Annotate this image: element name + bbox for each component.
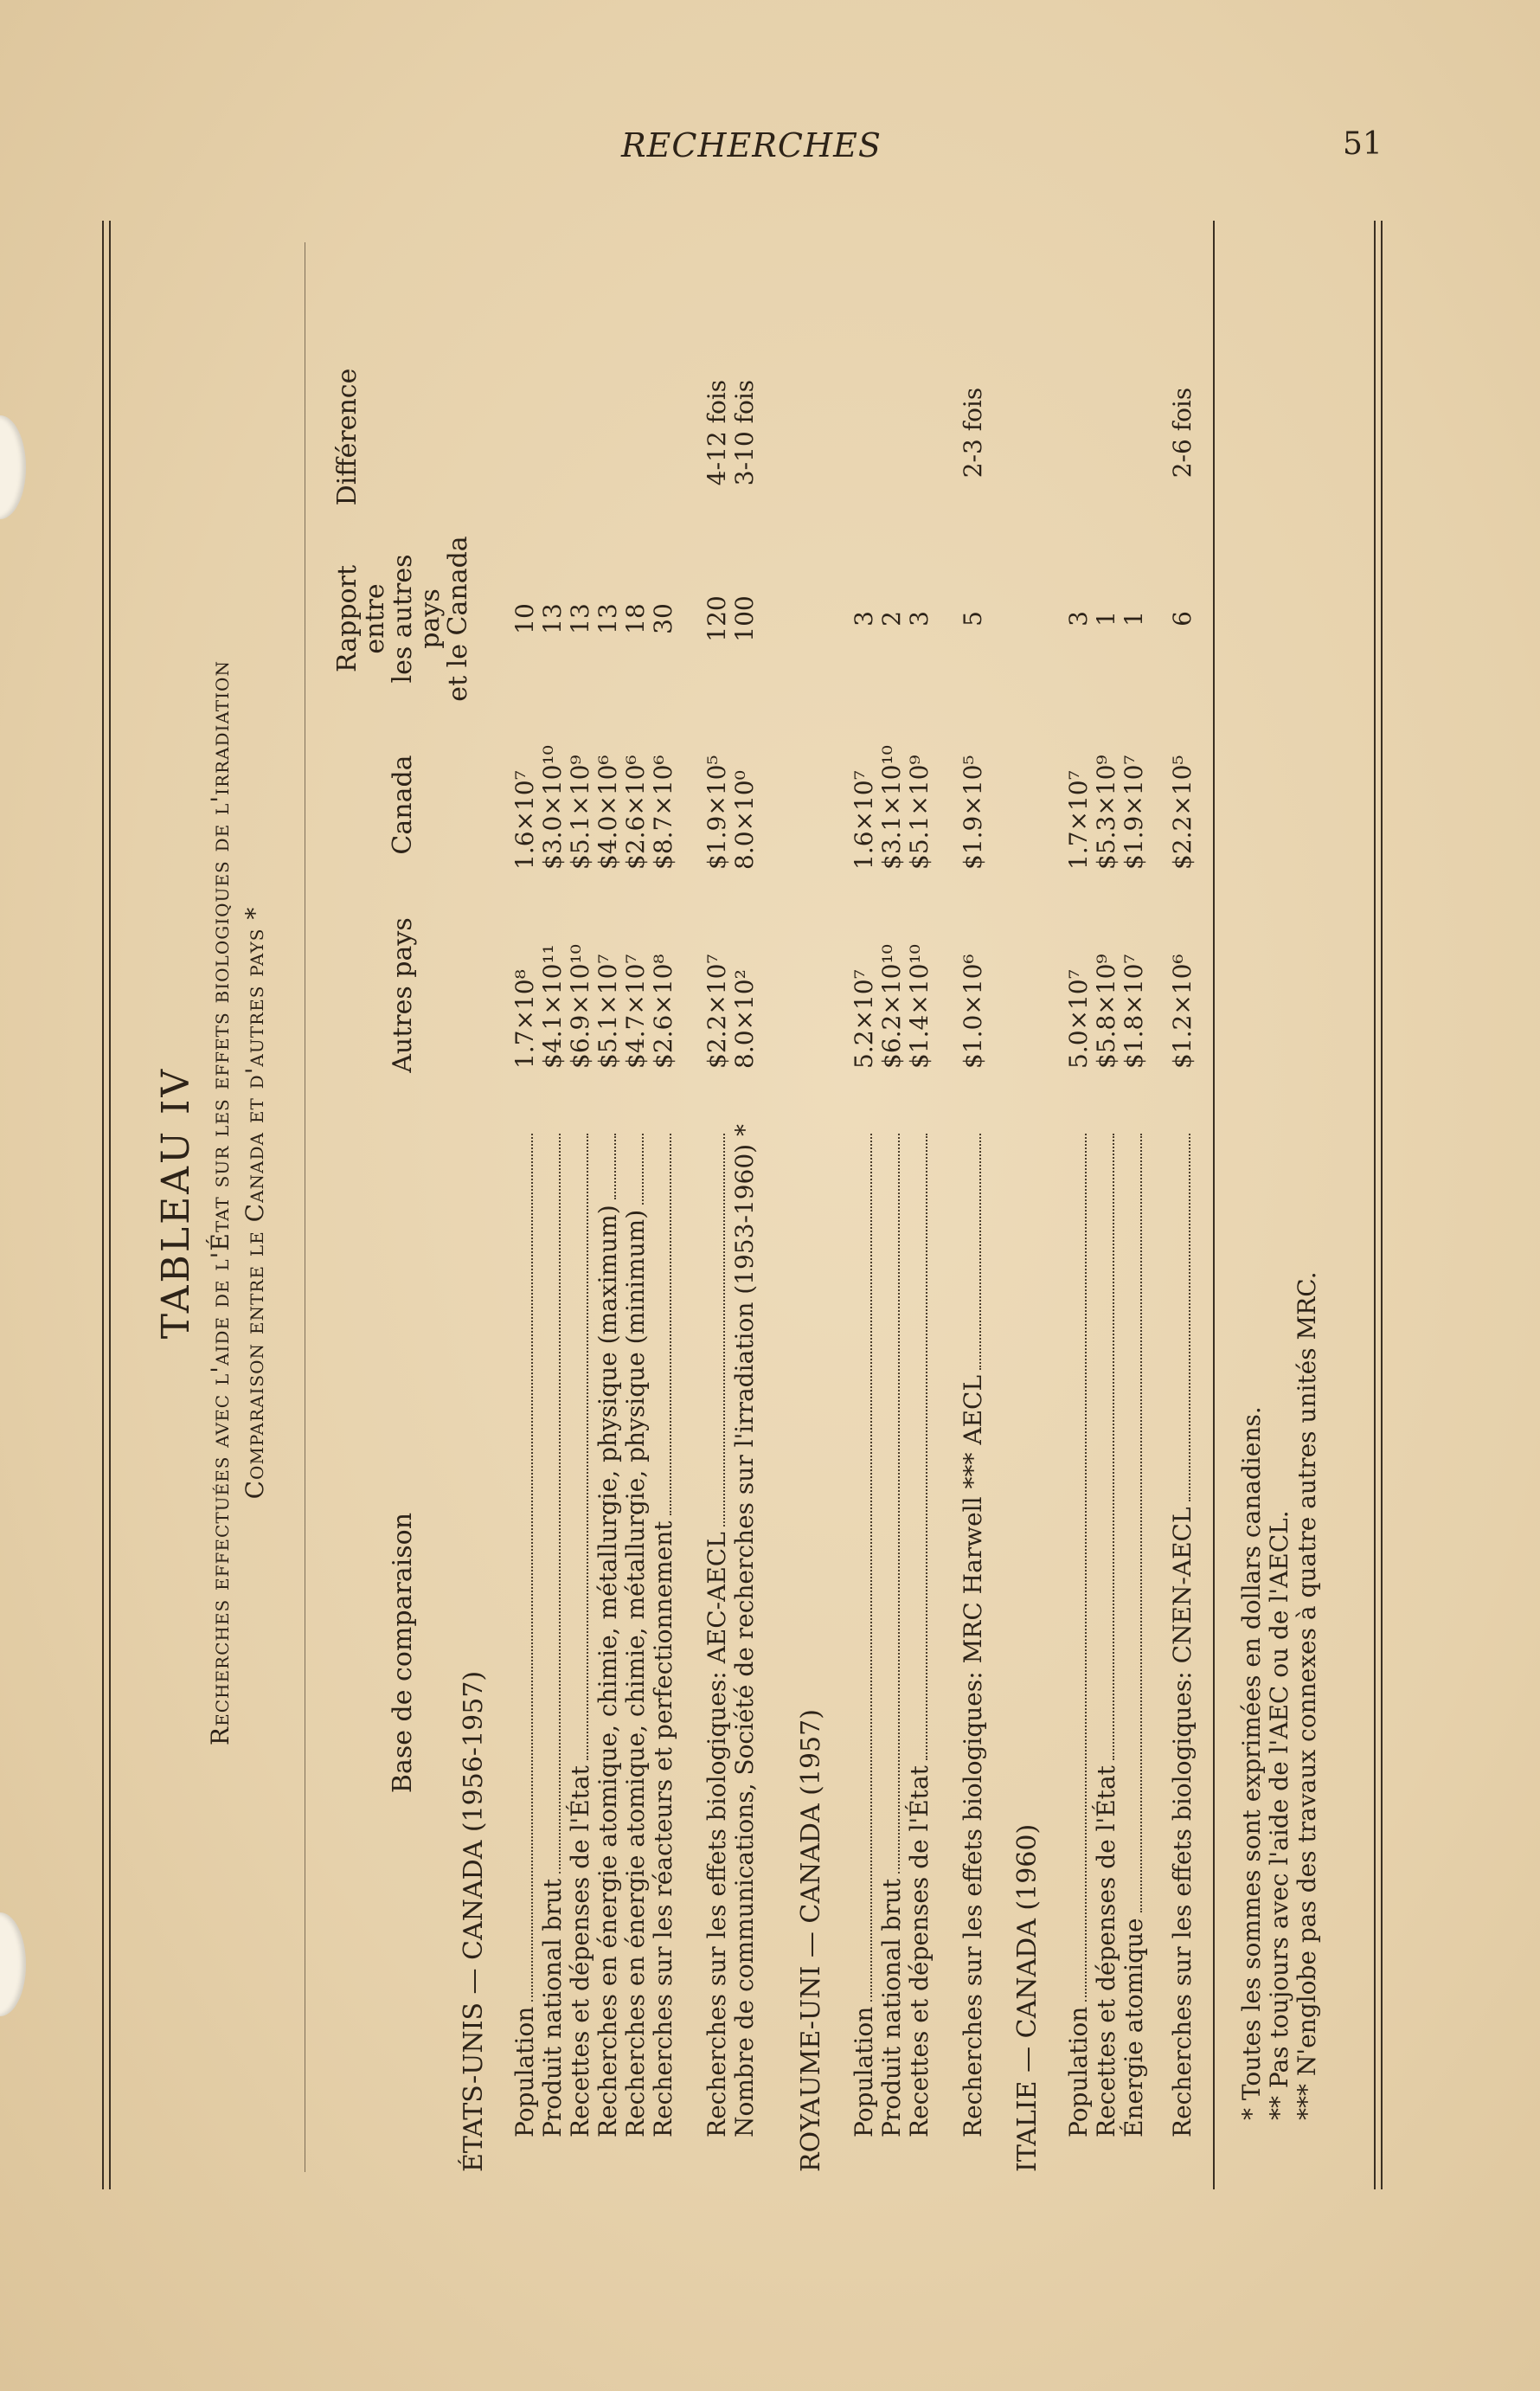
table-subtitle-2: Comparaison entre le Canada et d'autres pays * xyxy=(241,906,269,1500)
cell-autres-pays: $5.8×10⁹ xyxy=(1092,954,1120,1069)
cell-rapport: 2 xyxy=(877,611,906,627)
cell-rapport: 120 xyxy=(703,595,731,642)
cell-rapport: 13 xyxy=(538,603,567,634)
cell-rapport: 18 xyxy=(621,603,650,634)
row-label xyxy=(877,1134,906,2137)
cell-canada: $3.1×10¹⁰ xyxy=(877,745,906,870)
table-row xyxy=(703,234,730,2172)
table-row xyxy=(877,234,905,2172)
header-difference: Différence xyxy=(332,368,363,506)
row-label-text: Population xyxy=(510,2006,539,2137)
cell-canada: $8.7×10⁶ xyxy=(649,755,677,870)
cell-rapport: 100 xyxy=(730,595,759,642)
table-row xyxy=(1168,234,1196,2172)
row-label xyxy=(594,1134,622,2137)
leader-dots xyxy=(1123,1134,1142,1912)
table-title: TABLEAU IV xyxy=(154,1066,198,1340)
row-label-text: Population xyxy=(850,2006,878,2137)
cell-difference: 3-10 fois xyxy=(730,379,759,486)
cell-autres-pays: 5.2×10⁷ xyxy=(850,969,878,1069)
cell-autres-pays: $1.4×10¹⁰ xyxy=(905,944,934,1069)
cell-difference: 2-3 fois xyxy=(959,387,987,479)
row-label xyxy=(703,1134,731,2137)
header-base: Base de comparaison xyxy=(388,1512,418,1794)
binder-hole-bottom xyxy=(0,1912,26,2016)
leader-dots xyxy=(652,1134,671,1515)
row-label-text: Recherches en énergie atomique, chimie, métallurgie, physique (minimum) xyxy=(621,1209,650,2137)
row-label-text: Recettes et dépenses de l'État xyxy=(1092,1765,1120,2137)
row-label xyxy=(621,1134,650,2137)
cell-rapport: 13 xyxy=(566,603,594,634)
row-label xyxy=(510,1134,539,2137)
cell-autres-pays: $2.2×10⁷ xyxy=(703,954,731,1069)
cell-rapport: 5 xyxy=(959,611,987,627)
cell-rapport: 1 xyxy=(1092,611,1120,627)
table-row xyxy=(649,234,677,2172)
table-row xyxy=(510,234,538,2172)
table-row xyxy=(905,234,933,2172)
row-label-text: Recherches en énergie atomique, chimie, métallurgie, physique (maximum) xyxy=(594,1205,622,2137)
row-label-text: Produit national brut xyxy=(538,1878,567,2137)
cell-autres-pays: $2.6×10⁸ xyxy=(649,954,677,1069)
cell-canada: $2.6×10⁶ xyxy=(621,755,650,870)
cell-rapport: 13 xyxy=(594,603,622,634)
leader-dots xyxy=(881,1134,900,1874)
cell-autres-pays: 8.0×10² xyxy=(730,969,759,1069)
row-label xyxy=(730,1124,759,2137)
row-label-text: Recherches sur les réacteurs et perfectionnement xyxy=(649,1520,677,2137)
cell-canada: 1.6×10⁷ xyxy=(510,770,539,870)
footnote: * Toutes les sommes sont exprimées en dollars canadiens. xyxy=(1237,1406,1266,2120)
section-title: ITALIE — CANADA (1960) xyxy=(1012,1823,1043,2172)
cell-canada: $5.3×10⁹ xyxy=(1092,755,1120,870)
cell-canada: $5.1×10⁹ xyxy=(905,755,934,870)
leader-dots xyxy=(706,1134,725,1527)
cell-rapport: 10 xyxy=(510,603,539,634)
cell-canada: $4.0×10⁶ xyxy=(594,755,622,870)
cell-autres-pays: $1.8×10⁷ xyxy=(1120,954,1148,1069)
row-label xyxy=(649,1134,677,2137)
cell-difference: 4-12 fois xyxy=(703,379,731,486)
row-label-text: Nombre de communications, Société de recherches sur l'irradiation (1953-1960) * xyxy=(730,1124,759,2137)
cell-canada: $1.9×10⁵ xyxy=(959,755,987,870)
table-subtitle-1: Recherches effectuées avec l'aide de l'État sur les effets biologiques de l'irradiation xyxy=(206,660,234,1745)
cell-autres-pays: $4.7×10⁷ xyxy=(621,954,650,1069)
table-row xyxy=(594,234,621,2172)
section-title: ROYAUME-UNI — CANADA (1957) xyxy=(796,1709,826,2172)
cell-autres-pays: $6.2×10¹⁰ xyxy=(877,944,906,1069)
cell-canada: $1.9×10⁷ xyxy=(1120,755,1148,870)
row-label-text: Recherches sur les effets biologiques: CNEN-AECL xyxy=(1168,1507,1197,2137)
rule-right-outer xyxy=(1381,221,1383,2189)
header-rapport xyxy=(334,528,472,710)
table-row xyxy=(1092,234,1120,2172)
row-label-text: Recherches sur les effets biologiques: AEC-AECL xyxy=(703,1532,731,2137)
cell-autres-pays: 1.7×10⁸ xyxy=(510,969,539,1069)
rotated-table xyxy=(104,234,1350,2172)
cell-autres-pays: 5.0×10⁷ xyxy=(1064,969,1093,1069)
table-row xyxy=(1064,234,1092,2172)
cell-autres-pays: $6.9×10¹⁰ xyxy=(566,944,594,1069)
leader-dots xyxy=(1171,1134,1190,1501)
row-label xyxy=(538,1134,567,2137)
row-label-text: Recherches sur les effets biologiques: MRC Harwell *** AECL xyxy=(959,1374,987,2137)
cell-rapport: 1 xyxy=(1120,611,1148,627)
cell-rapport: 3 xyxy=(850,611,878,627)
footnote: *** N'englobe pas des travaux connexes à quatre autres unités MRC. xyxy=(1293,1271,1321,2120)
leader-dots xyxy=(625,1134,644,1205)
cell-autres-pays: $5.1×10⁷ xyxy=(594,954,622,1069)
row-label xyxy=(1120,1134,1148,2137)
row-label xyxy=(905,1134,934,2137)
leader-dots xyxy=(597,1134,616,1199)
cell-rapport: 6 xyxy=(1168,611,1197,627)
row-label-text: Population xyxy=(1064,2006,1093,2137)
running-head: RECHERCHES xyxy=(621,126,882,164)
page-number: 51 xyxy=(1343,126,1383,162)
leader-dots xyxy=(1068,1134,1087,2002)
cell-autres-pays: $1.0×10⁶ xyxy=(959,954,987,1069)
cell-canada: $5.1×10⁹ xyxy=(566,755,594,870)
row-label xyxy=(850,1134,878,2137)
cell-canada: 1.7×10⁷ xyxy=(1064,770,1093,870)
cell-canada: $2.2×10⁵ xyxy=(1168,755,1197,870)
leader-dots xyxy=(853,1134,872,2002)
row-label xyxy=(959,1134,987,2137)
leader-dots xyxy=(1095,1134,1114,1760)
cell-rapport: 3 xyxy=(905,611,934,627)
cell-canada: 8.0×10⁰ xyxy=(730,770,759,870)
footnote: ** Pas toujours avec l'aide de l'AEC ou de l'AECL. xyxy=(1265,1510,1293,2120)
cell-canada: 1.6×10⁷ xyxy=(850,770,878,870)
table-row xyxy=(730,234,758,2172)
cell-difference: 2-6 fois xyxy=(1168,387,1197,479)
section-title: ÉTATS-UNIS — CANADA (1956-1957) xyxy=(459,1670,489,2172)
table-row xyxy=(566,234,594,2172)
cell-autres-pays: $1.2×10⁶ xyxy=(1168,954,1197,1069)
cell-rapport: 3 xyxy=(1064,611,1093,627)
row-label-text: Recettes et dépenses de l'État xyxy=(905,1765,934,2137)
table-row xyxy=(621,234,649,2172)
rule-right-inner xyxy=(1374,221,1376,2189)
header-rapport-line: les autres pays xyxy=(388,554,446,684)
table-row xyxy=(1120,234,1147,2172)
leader-dots xyxy=(908,1134,927,1760)
leader-dots xyxy=(542,1134,561,1874)
cell-canada: $1.9×10⁵ xyxy=(703,755,731,870)
cell-autres-pays: $4.1×10¹¹ xyxy=(538,944,567,1069)
row-label xyxy=(566,1134,594,2137)
binder-hole-top xyxy=(0,415,26,519)
header-rapport-line: Rapport entre xyxy=(332,564,390,673)
header-canada: Canada xyxy=(388,755,418,855)
row-label-text: Produit national brut xyxy=(877,1878,906,2137)
leader-dots xyxy=(569,1134,588,1760)
header-autres-pays: Autres pays xyxy=(388,917,418,1073)
leader-dots xyxy=(514,1134,533,2002)
row-label xyxy=(1092,1134,1120,2137)
table-row xyxy=(850,234,877,2172)
row-label xyxy=(1064,1134,1093,2137)
header-rapport-line: et le Canada xyxy=(443,536,473,702)
row-label-text: Énergie atomique xyxy=(1120,1918,1148,2137)
cell-rapport: 30 xyxy=(649,603,677,634)
leader-dots xyxy=(962,1134,981,1370)
row-label-text: Recettes et dépenses de l'État xyxy=(566,1765,594,2137)
cell-canada: $3.0×10¹⁰ xyxy=(538,745,567,870)
row-label xyxy=(1168,1134,1197,2137)
table-row xyxy=(538,234,566,2172)
table-row xyxy=(959,234,986,2172)
